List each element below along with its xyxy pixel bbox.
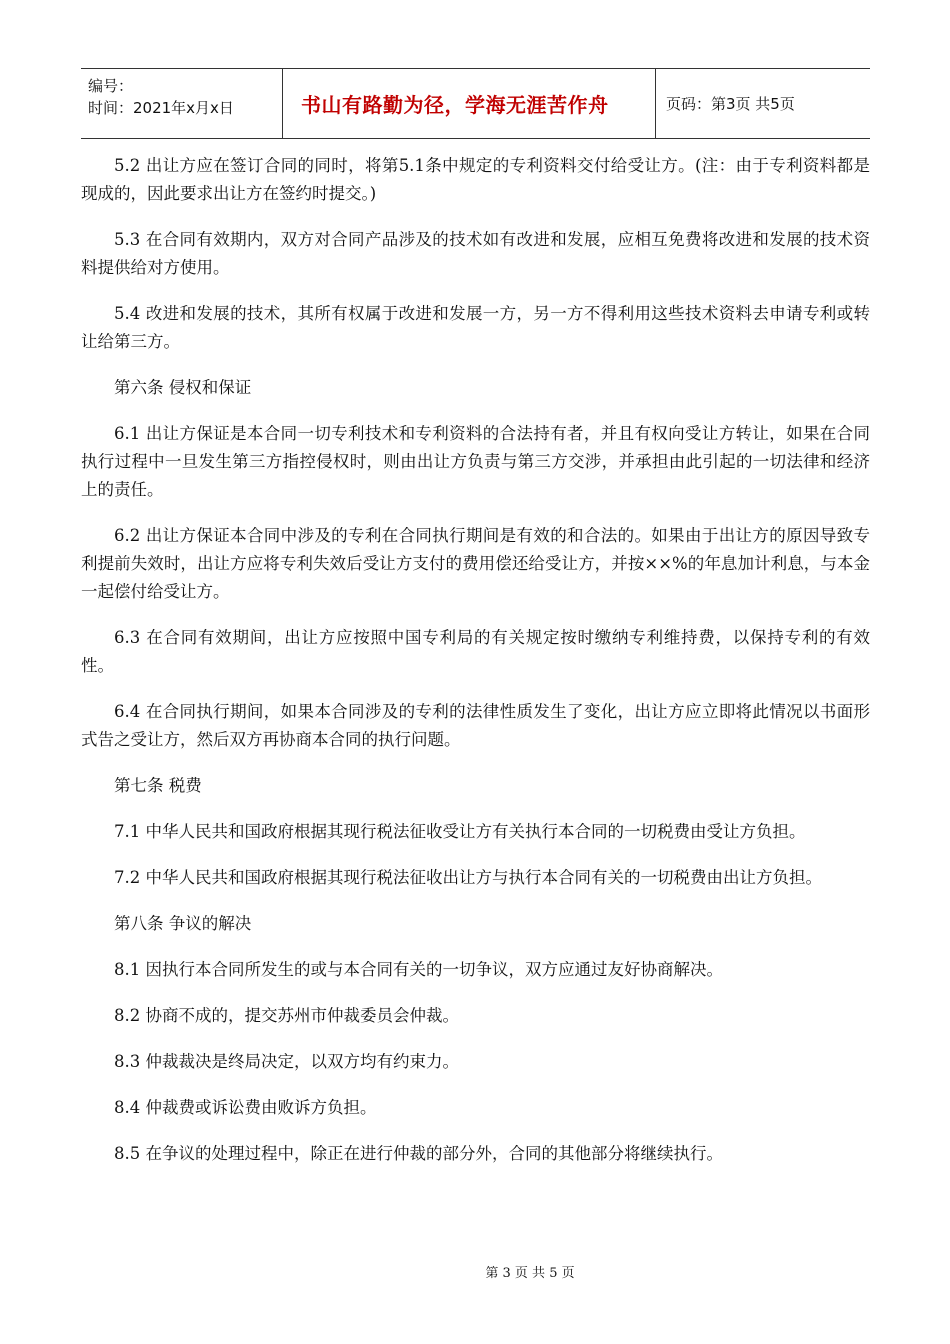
header-motto: 书山有路勤为径，学海无涯苦作舟 [301, 93, 609, 117]
paragraph: 6.1 出让方保证是本合同一切专利技术和专利资料的合法持有者，并且有权向受让方转让，如果在合同执行过程中一旦发生第三方指控侵权时，则由出让方负责与第三方交涉，并承担由此引起的一切法律和经济上的责任。 [81, 424, 870, 499]
paragraph: 6.4 在合同执行期间，如果本合同涉及的专利的法律性质发生了变化，出让方应立即将此情况以书面形式告之受让方，然后双方再协商本合同的执行问题。 [81, 702, 870, 749]
paragraph: 8.5 在争议的处理过程中，除正在进行仲裁的部分外，合同的其他部分将继续执行。 [114, 1144, 723, 1163]
section-heading: 第六条 侵权和保证 [114, 378, 252, 397]
section-heading: 第七条 税费 [114, 776, 202, 795]
page-footer [0, 1262, 950, 1281]
section-heading: 第八条 争议的解决 [114, 914, 252, 933]
paragraph: 8.4 仲裁费或诉讼费由败诉方负担。 [114, 1098, 377, 1117]
paragraph: 8.2 协商不成的，提交苏州市仲裁委员会仲裁。 [114, 1006, 459, 1025]
header-page-info: 页码：第3页 共5页 [666, 95, 795, 113]
paragraph: 6.3 在合同有效期间，出让方应按照中国专利局的有关规定按时缴纳专利维持费，以保持专利的有效性。 [81, 628, 870, 675]
header-meta-cell [81, 69, 283, 138]
paragraph: 7.2 中华人民共和国政府根据其现行税法征收出让方与执行本合同有关的一切税费由出让方负担。 [114, 868, 822, 887]
paragraph: 5.3 在合同有效期内，双方对合同产品涉及的技术如有改进和发展，应相互免费将改进和发展的技术资料提供给对方使用。 [81, 230, 870, 277]
header-motto-cell [283, 69, 656, 138]
paragraph: 5.2 出让方应在签订合同的同时，将第5.1条中规定的专利资料交付给受让方。(注：由于专利资料都是现成的，因此要求出让方在签约时提交。) [81, 156, 870, 203]
paragraph: 8.1 因执行本合同所发生的或与本合同有关的一切争议，双方应通过友好协商解决。 [114, 960, 723, 979]
footer-page-number: 第 3 页 共 5 页 [485, 1266, 575, 1281]
page-header [81, 68, 870, 139]
paragraph: 6.2 出让方保证本合同中涉及的专利在合同执行期间是有效的和合法的。如果由于出让方的原因导致专利提前失效时，出让方应将专利失效后受让方支付的费用偿还给受让方，并按××%的年息加计利息，与本金一起偿付给受让方。 [81, 526, 870, 601]
document-number-label: 编号： [88, 77, 134, 95]
header-page-cell [656, 69, 870, 138]
paragraph: 5.4 改进和发展的技术，其所有权属于改进和发展一方，另一方不得利用这些技术资料去申请专利或转让给第三方。 [81, 304, 870, 351]
document-time-label: 时间：2021年x月x日 [88, 99, 234, 117]
paragraph: 7.1 中华人民共和国政府根据其现行税法征收受让方有关执行本合同的一切税费由受让方负担。 [114, 822, 806, 841]
document-body [81, 152, 870, 1186]
paragraph: 8.3 仲裁裁决是终局决定，以双方均有约束力。 [114, 1052, 459, 1071]
